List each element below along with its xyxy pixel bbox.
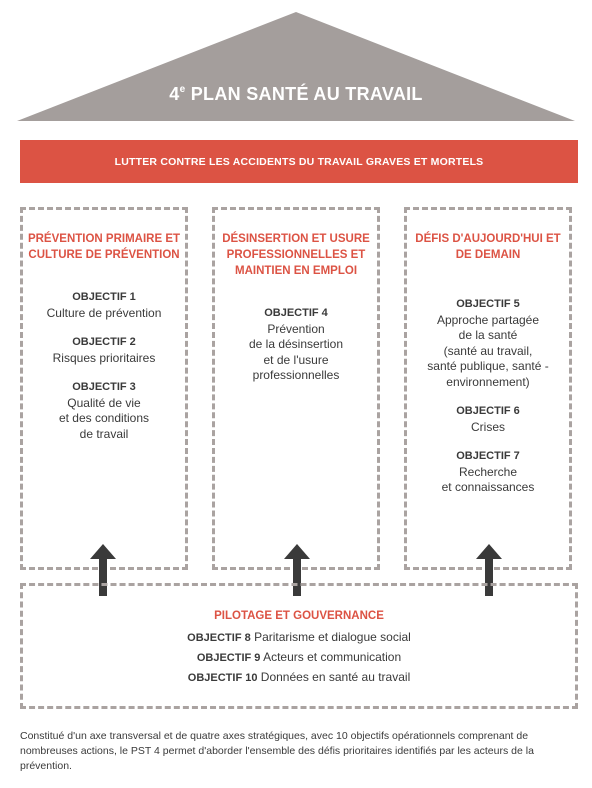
objective-description: Recherche et connaissances <box>441 464 535 494</box>
governance-base <box>20 583 578 709</box>
objective-item <box>407 449 569 496</box>
pillar-title: DÉSINSERTION ET USURE PROFESSIONNELLES ET MAINTIEN EN EMPLOI <box>222 233 370 277</box>
objective-list <box>407 297 569 496</box>
plan-title-number: 4 <box>169 84 180 104</box>
objective-description: Crises <box>470 419 505 434</box>
objective-description: Prévention de la désinsertion et de l'usure professionnelles <box>248 321 344 382</box>
objective-item <box>407 404 569 435</box>
objective-label: OBJECTIF 7 <box>456 450 520 462</box>
objective-description: Paritarisme et dialogue social <box>254 630 411 644</box>
objective-label: OBJECTIF 5 <box>456 298 520 310</box>
objective-description: Culture de prévention <box>46 305 162 320</box>
objective-description: Acteurs et communication <box>263 650 402 664</box>
objective-label: OBJECTIF 9 <box>196 652 261 664</box>
objective-label: OBJECTIF 4 <box>264 307 328 319</box>
governance-title: PILOTAGE ET GOUVERNANCE <box>214 610 384 622</box>
governance-objective-item <box>23 648 575 668</box>
objective-description: Données en santé au travail <box>260 670 411 684</box>
priority-banner-text: LUTTER CONTRE LES ACCIDENTS DU TRAVAIL GRAVES ET MORTELS <box>114 155 484 168</box>
pillar-title: DÉFIS D'AUJOURD'HUI ET DE DEMAIN <box>415 233 561 261</box>
pillar-defis <box>404 207 572 570</box>
pillar-title: PRÉVENTION PRIMAIRE ET CULTURE DE PRÉVENTION <box>27 233 181 261</box>
objective-description: Risques prioritaires <box>52 350 156 365</box>
objective-item <box>23 380 185 442</box>
objective-item <box>215 306 377 384</box>
governance-objective-item <box>23 628 575 648</box>
objective-label: OBJECTIF 6 <box>456 405 520 417</box>
pillar-desinsertion <box>212 207 380 570</box>
objective-label: OBJECTIF 3 <box>72 381 136 393</box>
objective-list <box>23 290 185 442</box>
objective-description: Approche partagée de la santé (santé au travail, santé publique, santé - environnement) <box>427 312 549 389</box>
plan-title-text: PLAN SANTÉ AU TRAVAIL <box>185 84 423 104</box>
objective-item <box>407 297 569 390</box>
caption-text: Constitué d'un axe transversal et de quatre axes stratégiques, avec 10 objectifs opérationnels comprenant de nombreuses actions, le PST 4 permet d'aborder l'ensemble des défis prioritaires identifiés par les acteurs de la prévention. <box>20 730 534 772</box>
objective-label: OBJECTIF 2 <box>72 336 136 348</box>
priority-banner <box>20 140 578 183</box>
objective-description: Qualité de vie et des conditions de travail <box>58 395 150 441</box>
objective-label: OBJECTIF 8 <box>187 632 251 644</box>
plan-title-superscript: e <box>179 84 186 95</box>
objective-item <box>23 335 185 366</box>
objective-label: OBJECTIF 10 <box>187 672 258 684</box>
governance-objective-list <box>23 628 575 688</box>
plan-title <box>0 84 592 105</box>
objective-list <box>215 306 377 384</box>
objective-item <box>23 290 185 321</box>
roof-shape <box>0 0 592 125</box>
pillar-prevention <box>20 207 188 570</box>
governance-objective-item <box>23 668 575 688</box>
objective-label: OBJECTIF 1 <box>72 291 136 303</box>
